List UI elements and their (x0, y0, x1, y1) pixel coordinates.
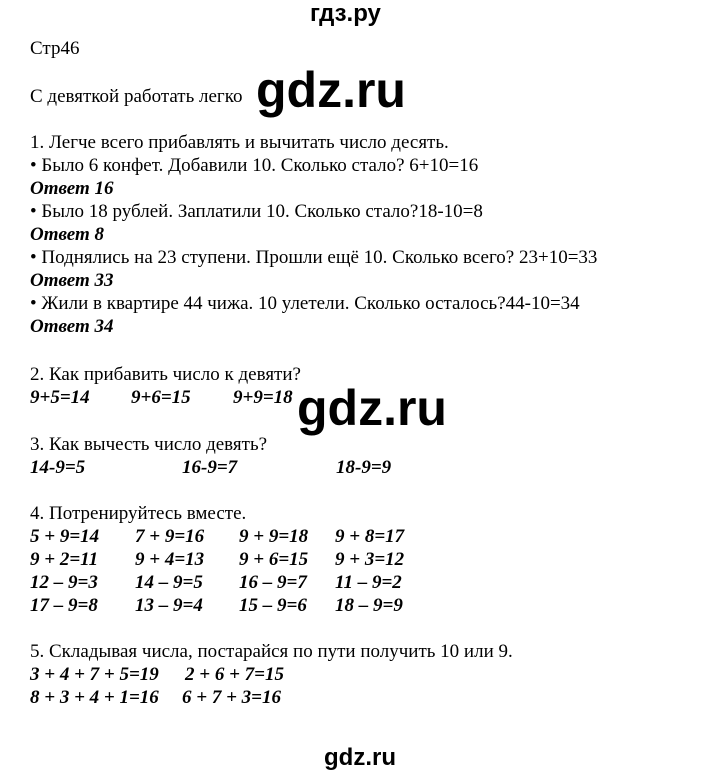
task1-title: 1. Легче всего прибавлять и вычитать число десять. (30, 132, 449, 153)
task4-equation: 9 + 6=15 (239, 549, 309, 570)
task4-equation: 5 + 9=14 (30, 526, 100, 547)
task4-equation: 9 + 8=17 (335, 526, 405, 547)
task4-equation: 11 – 9=2 (335, 572, 402, 593)
watermark-footer: gdz.ru (324, 744, 396, 771)
task4-equation: 16 – 9=7 (239, 572, 307, 593)
task4-equation: 9 + 4=13 (135, 549, 205, 570)
topic-title: С девяткой работать легко (30, 86, 243, 107)
watermark-header: гдз.ру (310, 0, 381, 27)
task1-problem: • Было 18 рублей. Заплатили 10. Сколько стало?18-10=8 (30, 201, 483, 222)
task3-equation: 18-9=9 (336, 457, 392, 478)
task4-equation: 17 – 9=8 (30, 595, 98, 616)
watermark-logo: gdz.ru (297, 380, 447, 436)
task4-equation: 9 + 9=18 (239, 526, 309, 547)
task5-equation: 2 + 6 + 7=15 (185, 664, 284, 685)
task4-equation: 15 – 9=6 (239, 595, 307, 616)
task1-answer: Ответ 16 (30, 178, 114, 199)
watermark-logo: gdz.ru (256, 62, 406, 118)
task4-equation: 9 + 3=12 (335, 549, 405, 570)
task1-problem: • Поднялись на 23 ступени. Прошли ещё 10. Сколько всего? 23+10=33 (30, 247, 598, 268)
task4-equation: 14 – 9=5 (135, 572, 203, 593)
task2-equation: 9+6=15 (131, 387, 191, 408)
task2-equation: 9+5=14 (30, 387, 90, 408)
page-number: Стр46 (30, 38, 80, 59)
task1-problem: • Было 6 конфет. Добавили 10. Сколько стало? 6+10=16 (30, 155, 479, 176)
task5-equation: 8 + 3 + 4 + 1=16 (30, 687, 159, 708)
task3-title: 3. Как вычесть число девять? (30, 434, 268, 455)
task4-equation: 7 + 9=16 (135, 526, 205, 547)
task4-equation: 9 + 2=11 (30, 549, 99, 570)
task4-title: 4. Потренируйтесь вместе. (30, 503, 247, 524)
task4-equation: 12 – 9=3 (30, 572, 98, 593)
task2-equation: 9+9=18 (233, 387, 293, 408)
task2-title: 2. Как прибавить число к девяти? (30, 364, 301, 385)
task1-problem: • Жили в квартире 44 чижа. 10 улетели. Сколько осталось?44-10=34 (30, 293, 580, 314)
task5-title: 5. Складывая числа, постарайся по пути получить 10 или 9. (30, 641, 513, 662)
task5-equation: 6 + 7 + 3=16 (182, 687, 281, 708)
task3-equation: 14-9=5 (30, 457, 86, 478)
task5-equation: 3 + 4 + 7 + 5=19 (30, 664, 159, 685)
task3-equation: 16-9=7 (182, 457, 238, 478)
task1-answer: Ответ 33 (30, 270, 114, 291)
task1-answer: Ответ 8 (30, 224, 104, 245)
task1-answer: Ответ 34 (30, 316, 114, 337)
task4-equation: 13 – 9=4 (135, 595, 203, 616)
task4-equation: 18 – 9=9 (335, 595, 403, 616)
